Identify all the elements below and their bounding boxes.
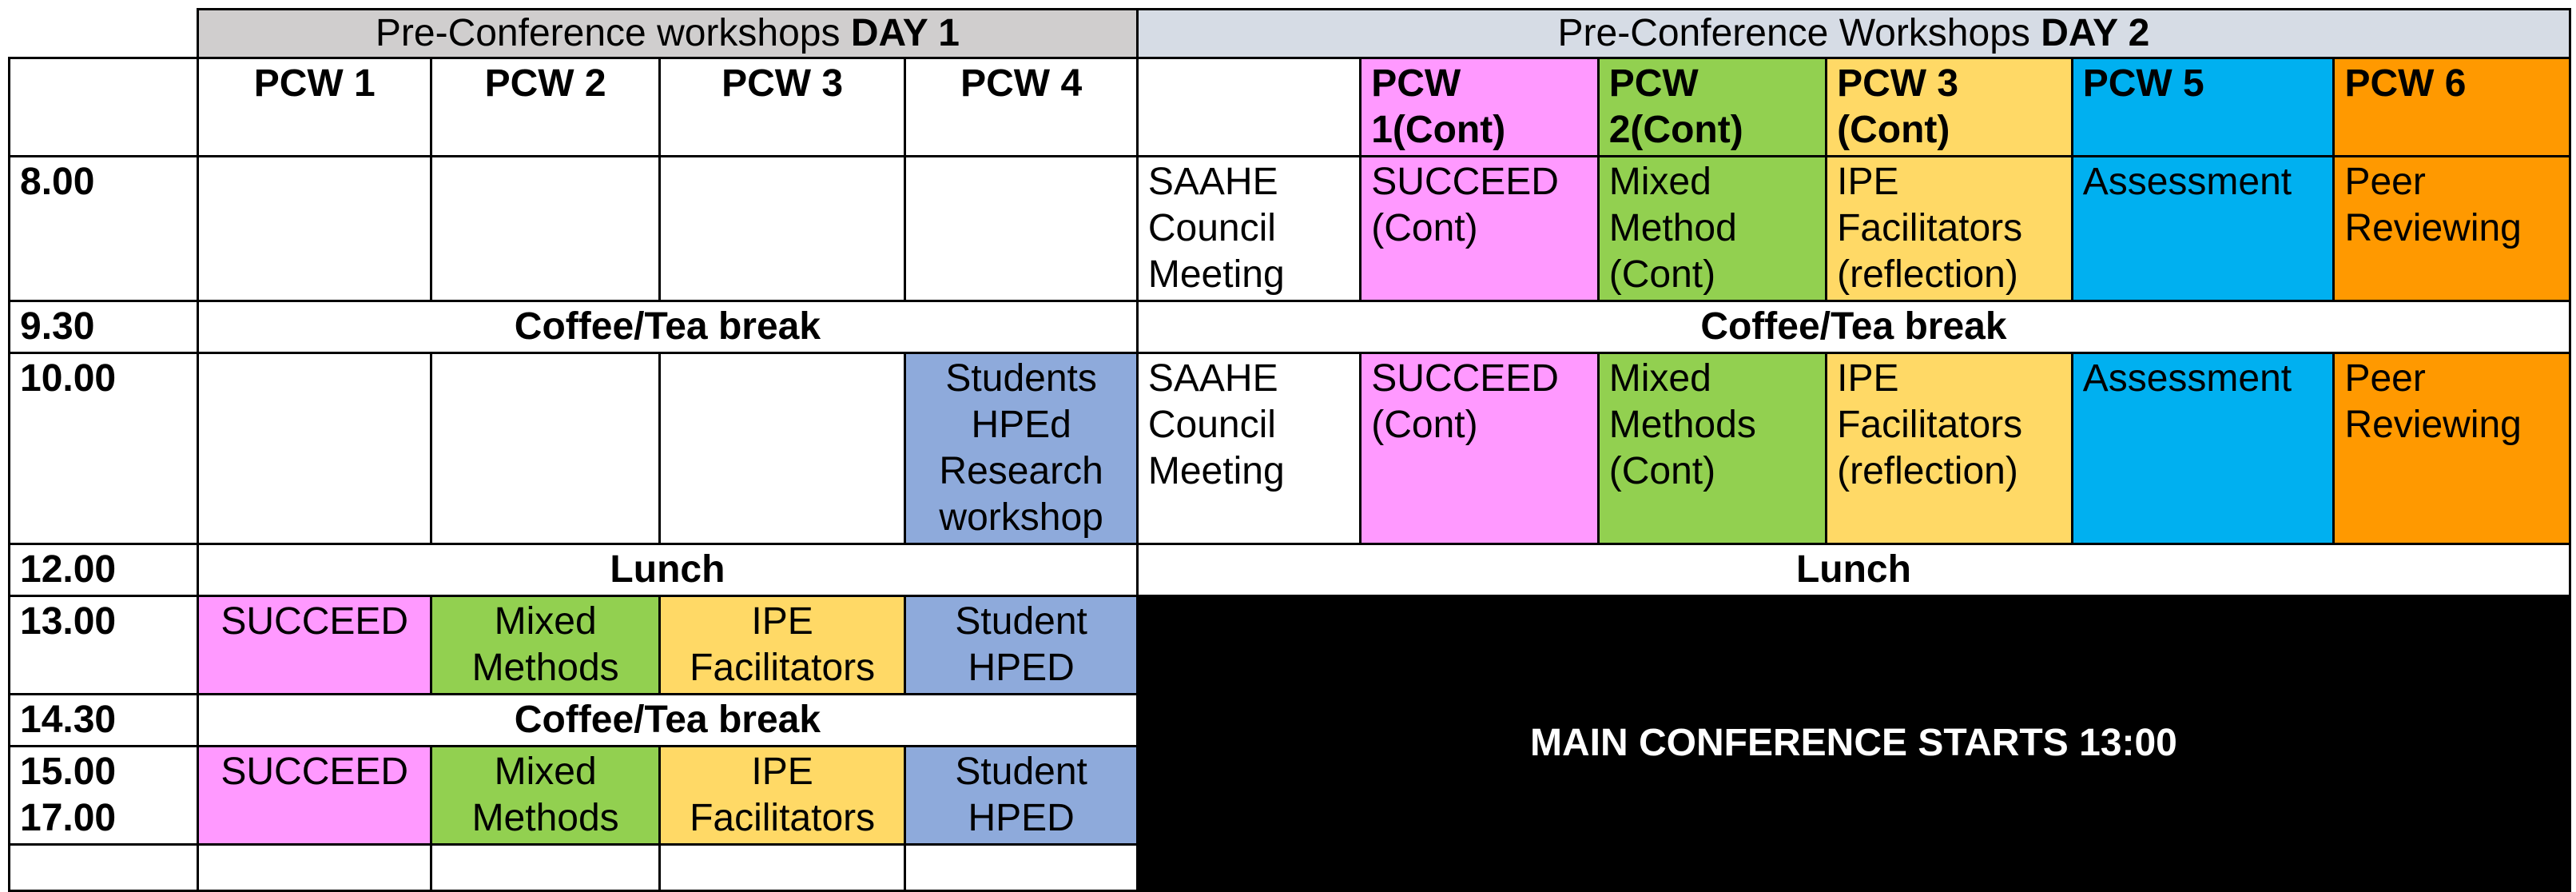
day1-coffee-break-0930: Coffee/Tea break [197, 301, 1137, 353]
day1-title-prefix: Pre-Conference workshops [375, 12, 851, 54]
empty-pcw3 [659, 845, 905, 891]
pcw-header-row [10, 58, 2570, 157]
corner-cell [10, 10, 198, 58]
succeed-cont-1000: SUCCEED (Cont) [1361, 353, 1599, 544]
day1-lunch: Lunch [197, 544, 1137, 596]
day1-pcw2-0800 [431, 157, 659, 301]
day2-coffee-break-0930: Coffee/Tea break [1137, 301, 2570, 353]
day2-header-pcw1: PCW 1(Cont) [1361, 58, 1599, 157]
day1-pcw4-0800 [905, 157, 1137, 301]
student-hped-1500: Student HPED [905, 747, 1137, 845]
mixed-method-cont-0800: Mixed Method (Cont) [1598, 157, 1826, 301]
students-hped-workshop: Students HPEd Research workshop [905, 353, 1137, 544]
mixed-methods-1300: Mixed Methods [431, 596, 659, 695]
day1-pcw1-0800 [197, 157, 431, 301]
empty-time [10, 845, 198, 891]
time-1200: 12.00 [10, 544, 198, 596]
ipe-reflection-1000: IPE Facilitators (reflection) [1827, 353, 2073, 544]
schedule-table [8, 8, 2571, 892]
time-1000: 10.00 [10, 353, 198, 544]
day1-title [197, 10, 1137, 58]
day2-header-pcw2: PCW 2(Cont) [1598, 58, 1826, 157]
day1-header-pcw3: PCW 3 [659, 58, 905, 157]
row-0930 [10, 301, 2570, 353]
empty-pcw2 [431, 845, 659, 891]
peer-reviewing-0800: Peer Reviewing [2334, 157, 2570, 301]
time-1430: 14.30 [10, 695, 198, 747]
time-header-cell [10, 58, 198, 157]
student-hped-1300: Student HPED [905, 596, 1137, 695]
succeed-1500: SUCCEED [197, 747, 431, 845]
mixed-methods-cont-1000: Mixed Methods (Cont) [1598, 353, 1826, 544]
council-meeting-1000: SAAHE Council Meeting [1137, 353, 1360, 544]
day2-title [1137, 10, 2570, 58]
day1-header-pcw4: PCW 4 [905, 58, 1137, 157]
empty-pcw1 [197, 845, 431, 891]
day1-title-bold: DAY 1 [850, 12, 960, 54]
succeed-1300: SUCCEED [197, 596, 431, 695]
main-conference-banner: MAIN CONFERENCE STARTS 13:00 [1137, 596, 2570, 891]
ipe-facilitators-1300: IPE Facilitators [659, 596, 905, 695]
row-1000 [10, 353, 2570, 544]
mixed-methods-1500: Mixed Methods [431, 747, 659, 845]
day-title-row [10, 10, 2570, 58]
assessment-1000: Assessment [2072, 353, 2334, 544]
day2-header-blank [1137, 58, 1360, 157]
row-1200 [10, 544, 2570, 596]
time-1500: 15.00 [20, 751, 117, 793]
row-0800 [10, 157, 2570, 301]
assessment-0800: Assessment [2072, 157, 2334, 301]
day2-header-pcw5: PCW 5 [2072, 58, 2334, 157]
day1-coffee-break-1430: Coffee/Tea break [197, 695, 1137, 747]
council-meeting-0800: SAAHE Council Meeting [1137, 157, 1360, 301]
day2-title-prefix: Pre-Conference Workshops [1557, 12, 2041, 54]
day2-title-bold: DAY 2 [2041, 12, 2150, 54]
peer-reviewing-1000: Peer Reviewing [2334, 353, 2570, 544]
time-0800: 8.00 [10, 157, 198, 301]
ipe-reflection-0800: IPE Facilitators (reflection) [1827, 157, 2073, 301]
time-0930: 9.30 [10, 301, 198, 353]
time-1500-1700 [10, 747, 198, 845]
day1-pcw3-0800 [659, 157, 905, 301]
day1-pcw1-1000 [197, 353, 431, 544]
day2-header-pcw3: PCW 3 (Cont) [1827, 58, 2073, 157]
succeed-cont-0800: SUCCEED (Cont) [1361, 157, 1599, 301]
day2-header-pcw6: PCW 6 [2334, 58, 2570, 157]
day1-header-pcw1: PCW 1 [197, 58, 431, 157]
day2-lunch: Lunch [1137, 544, 2570, 596]
row-1300 [10, 596, 2570, 695]
time-1300: 13.00 [10, 596, 198, 695]
empty-pcw4 [905, 845, 1137, 891]
day1-header-pcw2: PCW 2 [431, 58, 659, 157]
day1-pcw3-1000 [659, 353, 905, 544]
day1-pcw2-1000 [431, 353, 659, 544]
ipe-facilitators-1500: IPE Facilitators [659, 747, 905, 845]
time-1700: 17.00 [20, 797, 117, 839]
